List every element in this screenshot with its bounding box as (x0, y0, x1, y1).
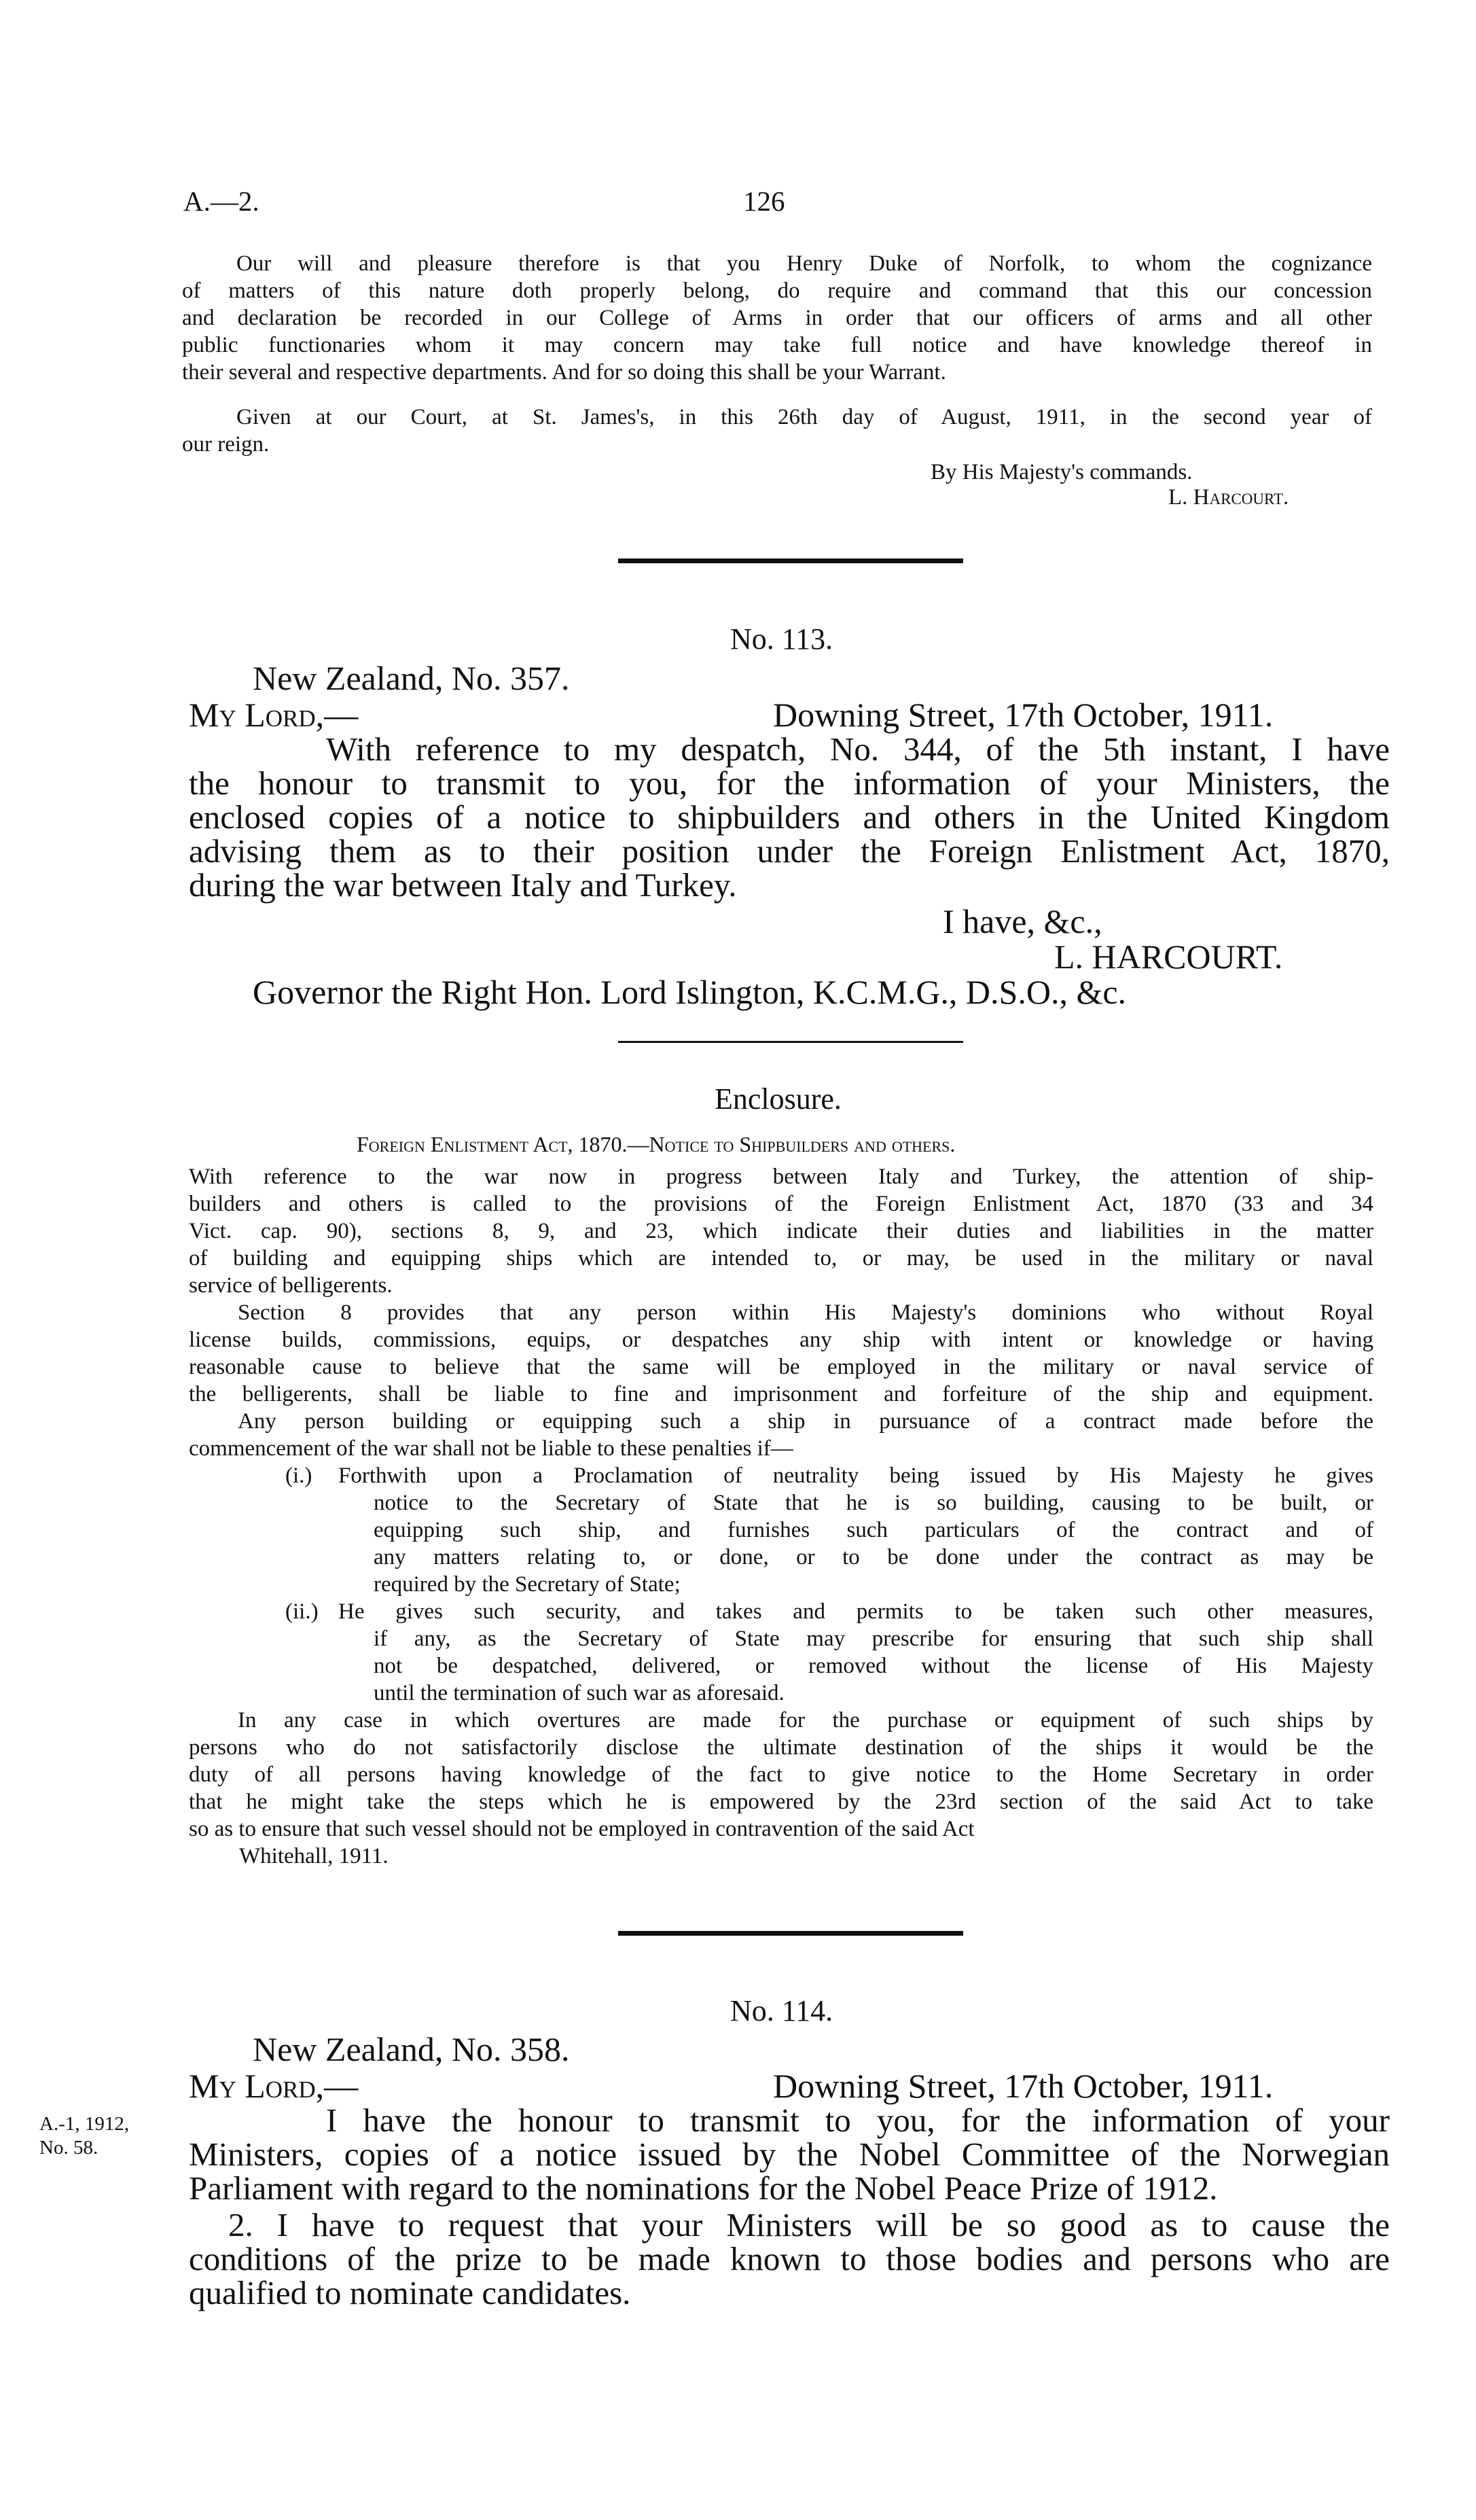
body-line: enclosed copies of a notice to shipbuilders and others in the United Kingdom (189, 798, 1390, 836)
item-line: equipping such ship, and furnishes such particulars of the contract and of (374, 1518, 1373, 1542)
enclosure-subtitle: Foreign Enlistment Act, 1870.—Notice to Shipbuilders and others. (357, 1132, 956, 1156)
enclosure-line: that he might take the steps which he is empowered by the 23rd section of the said Act to take (189, 1790, 1373, 1814)
enclosure-paragraph-3 (189, 1408, 1373, 1462)
despatch-113-body (189, 732, 1390, 902)
enclosure-line: duty of all persons having knowledge of the fact to give notice to the Home Secretary in order (189, 1762, 1373, 1787)
enclosure-line: Section 8 provides that any person within His Majesty's dominions who without Royal (238, 1300, 1373, 1325)
given-line: Given at our Court, at St. James's, in this 26th day of August, 1911, in the second year of (236, 405, 1372, 429)
body-line: Ministers, copies of a notice issued by the Nobel Committee of the Norwegian (189, 2135, 1390, 2173)
warrant-line: their several and respective departments. And for so doing this shall be your Warrant. (182, 360, 946, 385)
enclosure-line: Vict. cap. 90), sections 8, 9, and 23, which indicate their duties and liabilities in the matter (189, 1219, 1373, 1243)
enclosure-line (189, 1163, 1373, 1190)
body-line: the honour to transmit to you, for the information of your Ministers, the (189, 764, 1390, 802)
item-2-label: (ii.) (285, 1599, 319, 1624)
item-line: He gives such security, and takes and permits to be taken such other measures, (338, 1599, 1373, 1624)
given-line: our reign. (182, 432, 270, 457)
item-line: notice to the Secretary of State that he is so building, causing to be built, or (374, 1491, 1373, 1515)
section-divider (618, 558, 963, 563)
enclosure-line-text: With reference to the war now in progress between Italy and Turkey, the attention of ship- (189, 1165, 1373, 1189)
enclosure-line: Any person building or equipping such a ship in pursuance of a contract made before the (238, 1409, 1373, 1434)
salutation-text: My Lord,— (189, 696, 359, 734)
enclosure-line: reasonable cause to believe that the same will be employed in the military or naval service of (189, 1355, 1373, 1379)
nz-reference-358: New Zealand, No. 358. (253, 2030, 570, 2068)
section-divider-2 (618, 1931, 963, 1936)
document-ref: A.—2. (183, 185, 259, 217)
enclosure-line: license builds, commissions, equips, or despatches any ship with intent or knowledge or having (189, 1328, 1373, 1352)
item-line: required by the Secretary of State; (374, 1572, 681, 1597)
enclosure-paragraph-1 (189, 1163, 1373, 1299)
salutation-text: My Lord,— (189, 2067, 359, 2105)
addressee-113: Governor the Right Hon. Lord Islington, K.C.M.G., D.S.O., &c. (253, 973, 1127, 1011)
body-line: advising them as to their position under the Foreign Enlistment Act, 1870, (189, 832, 1390, 870)
body-line: I have the honour to transmit to you, for the information of your (326, 2101, 1390, 2139)
body-line: qualified to nominate candidates. (189, 2274, 631, 2311)
place-date-114: Downing Street, 17th October, 1911. (773, 2067, 1274, 2105)
margin-note-1: A.-1, 1912, (39, 2113, 130, 2135)
despatch-number-113: No. 113. (730, 622, 833, 656)
item-1-label: (i.) (285, 1463, 312, 1488)
body-line: Parliament with regard to the nominations for the Nobel Peace Prize of 1912. (189, 2169, 1218, 2207)
body-line: conditions of the prize to be made known to those bodies and persons who are (189, 2240, 1390, 2277)
warrant-line: Our will and pleasure therefore is that you Henry Duke of Norfolk, to whom the cognizance (236, 251, 1372, 276)
item-2 (338, 1598, 1373, 1707)
item-line: until the termination of such war as aforesaid. (374, 1681, 785, 1705)
enclosure-dateline: Whitehall, 1911. (239, 1844, 389, 1868)
enclosure-line: persons who do not satisfactorily disclose the ultimate destination of the ships it would be the (189, 1735, 1373, 1760)
salutation-114 (189, 2068, 358, 2104)
given-paragraph (182, 404, 1372, 458)
despatch-114-para-2 (189, 2208, 1390, 2310)
item-line: Forthwith upon a Proclamation of neutrality being issued by His Majesty he gives (338, 1463, 1373, 1488)
body-line: 2. I have to request that your Ministers will be so good as to cause the (228, 2206, 1390, 2243)
salutation-113 (189, 697, 358, 732)
page-number: 126 (743, 185, 785, 217)
item-line: any matters relating to, or done, or to be done under the contract as may be (374, 1545, 1373, 1569)
nz-reference-357: New Zealand, No. 357. (253, 659, 570, 697)
enclosure-paragraph-2 (189, 1299, 1373, 1408)
item-line: if any, as the Secretary of State may prescribe for ensuring that such ship shall (374, 1627, 1373, 1651)
enclosure-line: the belligerents, shall be liable to fine and imprisonment and forfeiture of the ship and equipment. (189, 1382, 1373, 1406)
despatch-114-para-1 (189, 2101, 1390, 2207)
body-line: during the war between Italy and Turkey. (189, 866, 737, 904)
item-line: not be despatched, delivered, or removed without the license of His Majesty (374, 1654, 1373, 1678)
warrant-line: of matters of this nature doth properly belong, do require and command that this our concession (182, 279, 1372, 303)
warrant-line: public functionaries whom it may concern may take full notice and have knowledge thereof in (182, 333, 1372, 357)
warrant-paragraph (182, 250, 1372, 386)
enclosure-line: service of belligerents. (189, 1273, 393, 1298)
enclosure-line: commencement of the war shall not be liable to these penalties if— (189, 1436, 793, 1461)
enclosure-title: Enclosure. (715, 1082, 842, 1116)
closing-113: I have, &c., (943, 902, 1102, 940)
body-line: With reference to my despatch, No. 344, of the 5th instant, I have (326, 730, 1390, 768)
margin-note-2: No. 58. (39, 2137, 98, 2159)
signature-113: L. HARCOURT. (1054, 938, 1283, 976)
enclosure-paragraph-4 (189, 1707, 1373, 1843)
enclosure-divider (618, 1041, 963, 1043)
item-1 (338, 1462, 1373, 1598)
enclosure-line: In any case in which overtures are made for the purchase or equipment of such ships by (238, 1708, 1373, 1733)
enclosure-line: of building and equipping ships which are intended to, or may, be used in the military or naval (189, 1246, 1373, 1271)
enclosure-line: so as to ensure that such vessel should not be employed in contravention of the said Act (189, 1817, 975, 1841)
warrant-signature: L. Harcourt. (1168, 485, 1289, 510)
place-date-113: Downing Street, 17th October, 1911. (773, 696, 1274, 734)
warrant-line: and declaration be recorded in our College of Arms in order that our officers of arms and all other (182, 306, 1372, 330)
despatch-number-114: No. 114. (730, 1994, 833, 2027)
enclosure-line: builders and others is called to the provisions of the Foreign Enlistment Act, 1870 (33 and 34 (189, 1192, 1373, 1216)
commands-line: By His Majesty's commands. (931, 460, 1193, 484)
